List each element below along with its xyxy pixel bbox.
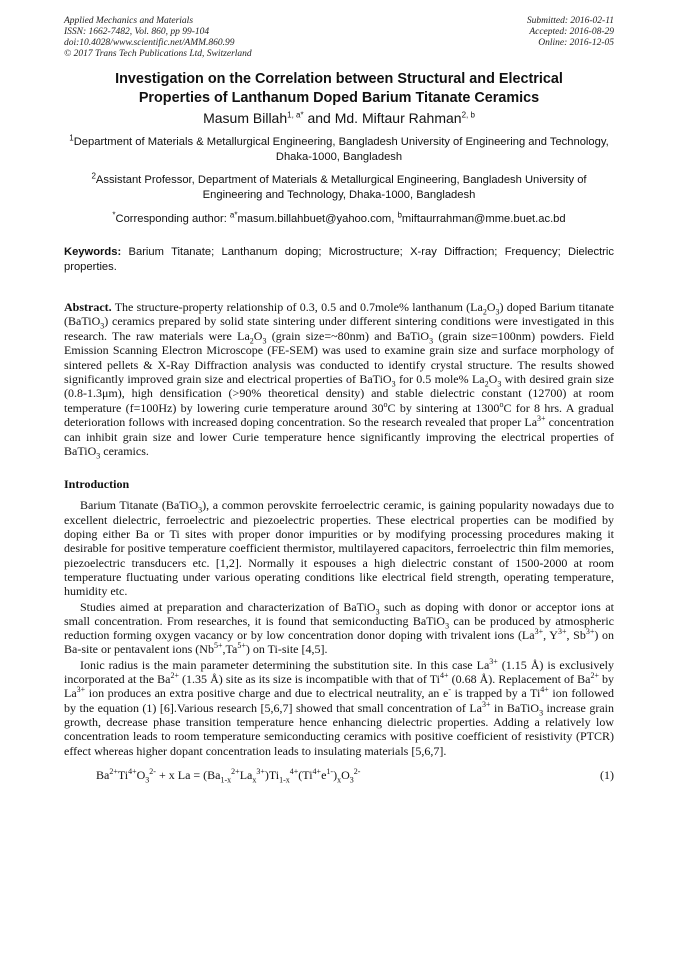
- abstract-text: C for 8 hrs. A gradual deterioration follows with increased doping concentration. So the research revealed that proper La: [64, 400, 614, 430]
- corresponding-star: *: [112, 210, 116, 220]
- eq-sup: 2-: [353, 766, 361, 776]
- abstract-subscript: 2: [484, 379, 489, 389]
- author-1-marker: 1, a*: [287, 110, 304, 120]
- intro-paragraph-1: [64, 498, 614, 598]
- paragraph-text: , Sb: [566, 628, 586, 643]
- abstract-subscript: 3: [262, 336, 267, 346]
- keywords-label: Keywords:: [64, 246, 122, 258]
- paragraph-text: ) on Ba-site or pentavalent ions (Nb: [64, 628, 614, 657]
- eq-sup: 4+: [289, 766, 299, 776]
- eq-term: Ba: [96, 767, 110, 782]
- abstract-text: ) doped Barium titanate (BaTiO: [64, 300, 614, 329]
- paragraph-superscript: 3+: [76, 685, 86, 695]
- abstract-superscript: o: [383, 399, 388, 409]
- accepted-date: Accepted: 2016-08-29: [529, 27, 614, 37]
- eq-sup: 2-: [149, 766, 156, 776]
- affiliation-1-text: Department of Materials & Metallurgical Engineering, Bangladesh University of Engineering and Technology, Dhaka-1000, Bangladesh: [73, 136, 609, 163]
- eq-term: + x La = (Ba: [155, 767, 221, 782]
- corresponding-author: [64, 212, 614, 227]
- eq-sub: 3: [349, 775, 354, 785]
- abstract-text: ceramics.: [100, 444, 149, 459]
- paragraph-superscript: -: [448, 685, 452, 695]
- abstract-superscript: o: [499, 399, 504, 409]
- paragraph-text: , Y: [543, 628, 558, 643]
- eq-term: O: [341, 767, 350, 782]
- paragraph-text: Ionic radius is the main parameter determining the substitution site. In this case La: [80, 657, 490, 672]
- abstract-subscript: 2: [249, 336, 254, 346]
- eq-term: ): [333, 767, 338, 782]
- abstract-subscript: 3: [429, 336, 434, 346]
- paragraph-subscript: 3: [539, 708, 544, 718]
- journal-name: Applied Mechanics and Materials: [64, 16, 194, 26]
- abstract-text: The structure-property relationship of 0.3, 0.5 and 0.7mole% lanthanum (La: [111, 300, 483, 314]
- author-separator: and: [303, 110, 335, 126]
- journal-info: [64, 16, 252, 60]
- abstract-text: O: [486, 300, 496, 314]
- author-1: Masum Billah: [203, 110, 288, 126]
- eq-term: )Ti: [264, 767, 280, 782]
- abstract-label: Abstract.: [64, 300, 112, 314]
- equation-1: [64, 768, 614, 783]
- abstract-text: (grain size=100nm) powders. Field Emission Scanning Electron Microscope (FE-SEM) was used to examine grain size and surface morphology of sintered pellets & X-Ray Diffraction analysis was conducted to identify crystal structure. The results showed significantly improved grain size and electrical properties of BaTiO: [64, 328, 614, 387]
- eq-sup: 1-: [326, 766, 334, 776]
- email-1[interactable]: masum.billahbuet@yahoo.com,: [237, 213, 398, 225]
- eq-sub: x: [252, 775, 257, 785]
- paragraph-subscript: 3: [445, 621, 450, 631]
- section-heading-introduction: Introduction: [64, 477, 130, 492]
- paragraph-superscript: 5+: [237, 641, 246, 651]
- author-2: Md. Miftaur Rahman: [334, 110, 462, 126]
- eq-sup: 3+: [256, 766, 265, 776]
- affiliation-1: [64, 135, 614, 165]
- paragraph-text: in BaTiO: [490, 700, 540, 715]
- paragraph-text: (1.35 Å) site as its size is incompatible with that of Ti: [178, 672, 440, 687]
- paragraph-superscript: 2+: [590, 671, 599, 681]
- abstract-subscript: 2: [482, 307, 487, 317]
- equation-expression: [96, 768, 360, 783]
- journal-header: [64, 16, 614, 60]
- eq-term: e: [321, 767, 327, 782]
- publication-dates: [527, 16, 614, 60]
- online-date: Online: 2016-12-05: [538, 38, 614, 48]
- abstract-text: O: [253, 328, 263, 343]
- abstract-text: for 0.5 mole% La: [395, 372, 485, 387]
- abstract-text: concentration can inhibit grain size and lower Curie temperature hence significantly improving the electrical properties of BaTiO: [64, 415, 614, 459]
- abstract-subscript: 3: [96, 451, 101, 461]
- email-2[interactable]: miftaurrahman@mme.buet.ac.bd: [401, 213, 566, 225]
- intro-paragraph-2: [64, 600, 614, 657]
- paper-title: [64, 70, 614, 108]
- affiliation-1-number: 1: [69, 133, 74, 143]
- paragraph-text: ) on Ti-site [4,5].: [245, 642, 328, 657]
- paragraph-superscript: 5+: [213, 641, 223, 651]
- paragraph-superscript: 3+: [534, 627, 544, 637]
- eq-term: (Ti: [298, 767, 313, 782]
- affiliation-2-text: Assistant Professor, Department of Materials & Metallurgical Engineering, Bangladesh University of Engineering and Technology, Dhaka-1000, Bangladesh: [95, 174, 587, 201]
- paragraph-superscript: 3+: [557, 627, 567, 637]
- abstract: [64, 300, 615, 461]
- email-1-marker: a*: [229, 210, 238, 220]
- paragraph-superscript: 3+: [482, 699, 491, 709]
- paragraph-text: can be produced by atmospheric reduction forming oxygen vacancy or by low concentration donor doping with trivalent ions (La: [64, 613, 614, 643]
- eq-sup: 2+: [109, 766, 118, 776]
- journal-issn: ISSN: 1662-7482, Vol. 860, pp 99-104: [64, 27, 210, 37]
- eq-sup: 4+: [128, 766, 137, 776]
- affiliation-2-number: 2: [91, 171, 96, 181]
- eq-sup: 2+: [231, 766, 240, 776]
- author-list: [64, 109, 614, 127]
- eq-sub: 3: [145, 775, 150, 785]
- corresponding-label: Corresponding author:: [115, 213, 230, 225]
- abstract-subscript: 3: [495, 307, 500, 317]
- paragraph-text: such as doping with donor or acceptor ions at small concentration. From researches, it is found that semiconducting BaTiO: [64, 599, 614, 628]
- journal-doi[interactable]: doi:10.4028/www.scientific.net/AMM.860.99: [64, 38, 235, 48]
- affiliation-2: [64, 173, 614, 203]
- paragraph-superscript: 3+: [489, 656, 498, 666]
- eq-term: Ti: [117, 767, 129, 782]
- paragraph-text: increase grain growth, decrease phase transition temperature hence enhancing dielectric properties. Adding a relatively low concentration leads to room temperature semiconducting ceramics with positive coefficient of resistivity (PTCR) effect whereas higher dopant concentration leads to insulating materials [5,6,7].: [64, 700, 614, 758]
- paragraph-text: (0.68 Å). Replacement of Ba: [448, 672, 591, 687]
- abstract-subscript: 3: [497, 379, 502, 389]
- email-2-marker: b: [397, 210, 402, 220]
- abstract-text: with desired grain size (0.8-1.3μm), high densification (>90% theoretical density) and stable dielectric constant (12700) at room temperature (f=100Hz) by lowering curie temperature around 30: [64, 372, 615, 415]
- paragraph-text: ion produces an extra positive charge and due to electrical neutrality, an e: [85, 686, 449, 701]
- title-line-1: Investigation on the Correlation between Structural and Electrical: [115, 71, 563, 87]
- submitted-date: Submitted: 2016-02-11: [526, 16, 614, 26]
- abstract-subscript: 3: [391, 379, 396, 389]
- paragraph-superscript: 4+: [540, 685, 549, 695]
- keywords-text: Barium Titanate; Lanthanum doping; Microstructure; X-ray Diffraction; Frequency; Dielectric properties.: [64, 246, 614, 273]
- keywords: [64, 245, 614, 275]
- abstract-text: C by sintering at 1300: [387, 400, 500, 415]
- abstract-superscript: 3+: [537, 414, 546, 424]
- abstract-text: (grain size=~80nm) and BaTiO: [266, 328, 430, 343]
- paragraph-text: by La: [64, 672, 615, 701]
- paragraph-subscript: 3: [198, 505, 203, 515]
- eq-sub: 1-x: [279, 775, 290, 785]
- paragraph-text: is trapped by a Ti: [451, 686, 541, 701]
- eq-term: La: [239, 767, 253, 782]
- author-2-marker: 2, b: [461, 110, 475, 120]
- eq-term: O: [136, 767, 146, 782]
- paragraph-text: ,Ta: [222, 642, 238, 657]
- abstract-subscript: 3: [100, 321, 105, 331]
- eq-sub: x: [337, 775, 342, 785]
- abstract-text: ) ceramics prepared by solid state sintering under different sintering conditions were investigated in this research. The raw materials were La: [64, 314, 614, 343]
- paragraph-text: (1.15 Å) is exclusively incorporated at the Ba: [64, 657, 615, 687]
- journal-copyright: © 2017 Trans Tech Publications Ltd, Switzerland: [64, 49, 252, 59]
- abstract-text: O: [488, 372, 498, 387]
- paragraph-text: Barium Titanate (BaTiO: [80, 498, 199, 513]
- intro-paragraph-3: [64, 658, 614, 758]
- paragraph-superscript: 2+: [170, 671, 179, 681]
- eq-sub: 1-x: [220, 775, 232, 785]
- equation-number: (1): [600, 767, 614, 782]
- paragraph-subscript: 3: [375, 606, 380, 616]
- paragraph-text: ), a common perovskite ferroelectric ceramic, is gaining popularity nowadays due to excellent dielectric, ferroelectric and piezoelectric properties. These electrical properties can be modified by doping either Ba or Ti sites with proper donor impurities or by modifying processing procedures making it desirable for positive temperature coefficient thermistor, multilayered capacitors, ferroelectric thin film memories, piezoelectric transducers etc. [1,2]. Normally it espouses a high dielectric constant of 1500-2000 at room temperature fluctuating under various operating conditions like electrical field strength, operating temperature, humidity etc.: [64, 498, 614, 599]
- paragraph-superscript: 4+: [440, 671, 449, 681]
- paragraph-text: ion followed by the equation (1) [6].Various research [5,6,7] showed that small concentration of La: [64, 686, 614, 715]
- paragraph-text: Studies aimed at preparation and characterization of BaTiO: [80, 599, 376, 614]
- paragraph-superscript: 3+: [585, 627, 595, 637]
- eq-sup: 4+: [312, 766, 322, 776]
- title-line-2: Properties of Lanthanum Doped Barium Titanate Ceramics: [138, 90, 540, 106]
